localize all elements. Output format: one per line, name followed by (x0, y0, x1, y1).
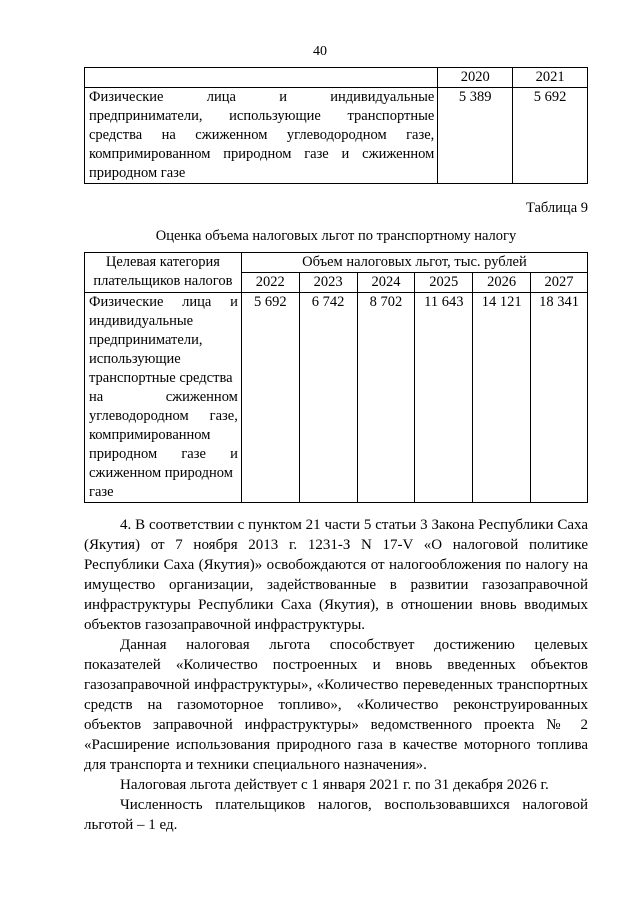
category-cell (85, 88, 438, 184)
header-year-cell: 2023 (299, 273, 357, 293)
paragraph: Численность плательщиков налогов, воспользовавшихся налоговой льготой – 1 ед. (84, 797, 588, 833)
value-cell: 18 341 (531, 293, 588, 503)
category-line: компримированном природном газе и сжиженном (89, 146, 435, 162)
category-line: углеводородном газе, (89, 408, 238, 424)
header-year-cell: 2020 (438, 68, 513, 88)
header-year-cell: 2025 (415, 273, 473, 293)
header-category-cell (85, 253, 242, 293)
table-row (85, 88, 588, 184)
header-year-cell: 2026 (473, 273, 531, 293)
table-caption: Таблица 9 (525, 200, 588, 216)
benefit-table-9 (84, 252, 588, 503)
category-line: природном газе (89, 165, 186, 181)
header-volume-cell: Объем налоговых льгот, тыс. рублей (241, 253, 587, 273)
category-line: Физические лица и индивидуальные (89, 89, 435, 105)
category-line: использующие (89, 351, 181, 367)
body-text (84, 515, 588, 835)
value-cell: 11 643 (415, 293, 473, 503)
category-line: предприниматели, использующие транспортные (89, 108, 435, 124)
paragraph: Налоговая льгота действует с 1 января 2021 г. по 31 декабря 2026 г. (120, 777, 549, 793)
category-line: предприниматели, (89, 332, 203, 348)
header-year-cell: 2022 (241, 273, 299, 293)
value-cell: 5 389 (438, 88, 513, 184)
category-line: транспортные средства (89, 370, 233, 386)
value-cell: 6 742 (299, 293, 357, 503)
page-number: 40 (313, 44, 327, 59)
header-category-line: Целевая категория (105, 254, 220, 270)
table-header-row (85, 253, 588, 273)
category-line: газе (89, 484, 114, 500)
table-header-row (85, 68, 588, 88)
table-row (85, 293, 588, 503)
category-line: индивидуальные (89, 313, 194, 329)
category-line: Физические лица и (89, 294, 238, 310)
category-line: на сжиженном (89, 389, 238, 405)
value-cell: 5 692 (241, 293, 299, 503)
header-year-cell: 2021 (513, 68, 588, 88)
header-empty-cell (85, 68, 438, 88)
paragraph: Данная налоговая льгота способствует достижению целевых показателей «Количество построенных и вновь введенных объектов газозаправочной инфраструктуры», «Количество переведенных транспортных средств на газомоторное топливо», «Количество реконструированных объектов заправочной инфраструктуры» ведомственного проекта № 2 «Расширение использования природного газа в качестве моторного топлива для транспорта и техники специального назначения». (84, 637, 588, 773)
category-cell (85, 293, 242, 503)
table-title: Оценка объема налоговых льгот по транспортному налогу (155, 228, 517, 244)
value-cell: 5 692 (513, 88, 588, 184)
category-line: средства на сжиженном углеводородном газе, (89, 127, 435, 143)
header-year-cell: 2024 (357, 273, 415, 293)
category-line: компримированном (89, 427, 211, 443)
benefit-table-continued (84, 67, 588, 184)
header-year-cell: 2027 (531, 273, 588, 293)
category-line: природном газе и (89, 446, 238, 462)
header-category-line: плательщиков налогов (93, 273, 233, 289)
value-cell: 14 121 (473, 293, 531, 503)
paragraph: 4. В соответствии с пунктом 21 части 5 статьи 3 Закона Республики Саха (Якутия) от 7 ноября 2013 г. 1231-З N 17-V «О налоговой политике Республики Саха (Якутия)» освобождаются от налогообложения по налогу на имущество организации, задействованные в развитии газозаправочной инфраструктуры Республики Саха (Якутия), в отношении вновь вводимых объектов газозаправочной инфраструктуры. (84, 517, 588, 633)
value-cell: 8 702 (357, 293, 415, 503)
category-line: сжиженном природном (89, 465, 233, 481)
